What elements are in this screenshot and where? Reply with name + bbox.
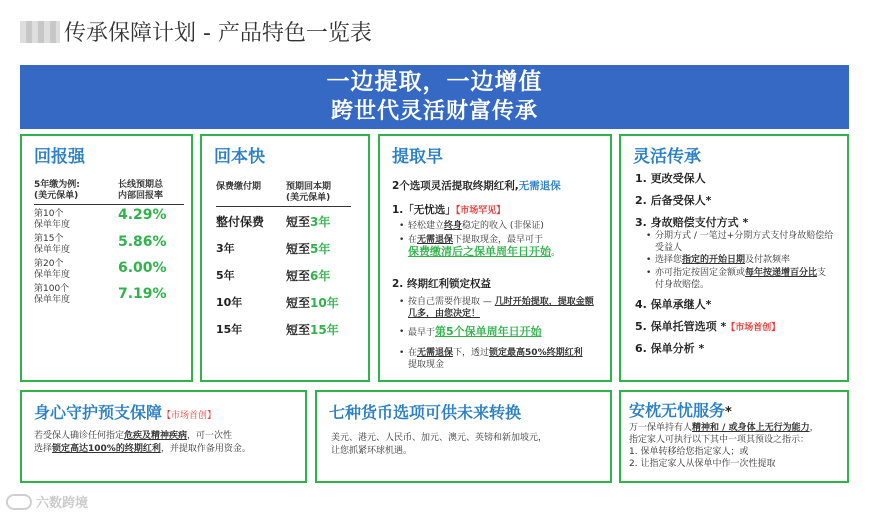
payback-row-value: 短至6年 (286, 269, 331, 283)
return-row-label: 第10个 保单年度 (34, 209, 71, 230)
payback-row-label: 3年 (216, 242, 235, 255)
option1-bullet: • 在无需退保下提取现金，最早可于 保费缴清后之保单周年日开始。 (408, 234, 603, 259)
option1-bullet: • 轻松建立终身稳定的收入 (非保证) (408, 220, 603, 232)
box-payback-heading: 回本快 (214, 147, 265, 167)
legacy-item: 2. 后备受保人* (635, 194, 712, 207)
peace-heading: 安枕无忧服务* (629, 401, 732, 420)
option2-bullet: • 在无需退保下，透过锁定最高50%终期红利 提取现金 (408, 347, 603, 371)
box-peace-of-mind (619, 390, 849, 483)
currency-text: 美元、港元、人民币、加元、澳元、英镑和新加坡元， 让您抓紧环球机遇。 (331, 433, 548, 456)
payback-row-label: 5年 (216, 269, 235, 282)
legacy-item: 3. 身故赔偿支付方式 * (635, 216, 749, 229)
page-title-text: 传承保障计划 - 产品特色一览表 (64, 21, 372, 46)
payback-col2-header: 预期回本期 (美元保单) (286, 182, 332, 203)
payback-row-value: 短至5年 (286, 242, 331, 256)
advance-heading: 身心守护预支保障【市场首创】 (34, 403, 217, 422)
return-row-value: 7.19% (118, 286, 167, 302)
return-row-value: 4.29% (118, 207, 167, 223)
box-withdraw (378, 134, 612, 382)
option2-bullet: • 按自己需要作提取 — 几时开始提取，提取金额几多，由您决定！ (408, 296, 598, 320)
box-return (20, 134, 193, 382)
banner-line1: 一边提取，一边增值 (326, 69, 543, 95)
payback-row-label: 整付保费 (216, 215, 265, 229)
advance-text: 若受保人确诊任何指定危疾及精神疾病，可一次性 选择锁定高达100%的终期红利，并提取作备用资金。 (34, 431, 251, 454)
page-title (20, 16, 372, 47)
box-advance-protection (20, 390, 307, 483)
legacy-item: 5. 保单托管选项 *【市场首创】 (635, 320, 781, 333)
legacy-sub-bullet: • 亦可指定按固定金额或每年按递增百分比支付身故赔偿。 (655, 267, 835, 291)
banner-line2: 跨世代灵活财富传承 (330, 99, 538, 124)
withdraw-intro: 2个选项灵活提取终期红利,无需退保 (392, 180, 561, 192)
box-legacy (619, 134, 849, 382)
payback-col1-header: 保费缴付期 (216, 182, 262, 192)
return-row-value: 5.86% (118, 234, 167, 250)
banner (20, 65, 849, 129)
divider (34, 204, 184, 205)
payback-row-value: 短至3年 (286, 215, 331, 229)
currency-heading: 七种货币选项可供未来转换 (329, 403, 522, 422)
watermark (6, 492, 88, 511)
blurred-logo (20, 21, 60, 43)
payback-row-label: 15年 (216, 323, 243, 336)
return-row-value: 6.00% (118, 260, 167, 276)
peace-text: 万一保单持有人精神和 / 或身体上无行为能力， 指定家人可执行以下其中一项其预设之指示： 1. 保单转移给您指定家人；或 2. 让指定家人从保单中作一次性提取 (629, 423, 819, 469)
return-row-label: 第15个 保单年度 (34, 234, 71, 255)
option2-title: 2. 终期红利锁定权益 (392, 278, 491, 290)
return-col2-header: 长线预期总 内部回报率 (118, 180, 164, 201)
return-row-label: 第20个 保单年度 (34, 259, 71, 280)
payback-row-value: 短至15年 (286, 323, 339, 337)
legacy-item: 6. 保单分析 * (635, 342, 705, 355)
box-payback (200, 134, 370, 382)
legacy-item: 4. 保单承继人* (635, 298, 712, 311)
divider (216, 206, 351, 207)
legacy-sub-bullet: • 分期方式 / 一笔过+分期方式支付身故赔偿给受益人 (655, 230, 835, 254)
legacy-item: 1. 更改受保人 (635, 172, 706, 185)
box-currency (315, 390, 612, 483)
legacy-sub-bullet: • 选择您指定的开始日期及付款频率 (655, 254, 835, 266)
option2-bullet: • 最早于第5个保单周年日开始 (408, 326, 598, 339)
return-row-label: 第100个 保单年度 (34, 284, 71, 305)
box-withdraw-heading: 提取早 (392, 147, 443, 167)
option1-title: 1.「无忧选」【市场罕见】 (392, 204, 506, 216)
box-legacy-heading: 灵活传承 (633, 147, 701, 167)
payback-row-value: 短至10年 (286, 296, 339, 310)
return-col1-header: 5年缴为例: (美元保单) (34, 180, 80, 201)
box-return-heading: 回报强 (34, 147, 85, 167)
watermark-logo-icon (6, 494, 32, 510)
watermark-text: 六数跨境 (36, 496, 89, 511)
payback-row-label: 10年 (216, 296, 243, 309)
